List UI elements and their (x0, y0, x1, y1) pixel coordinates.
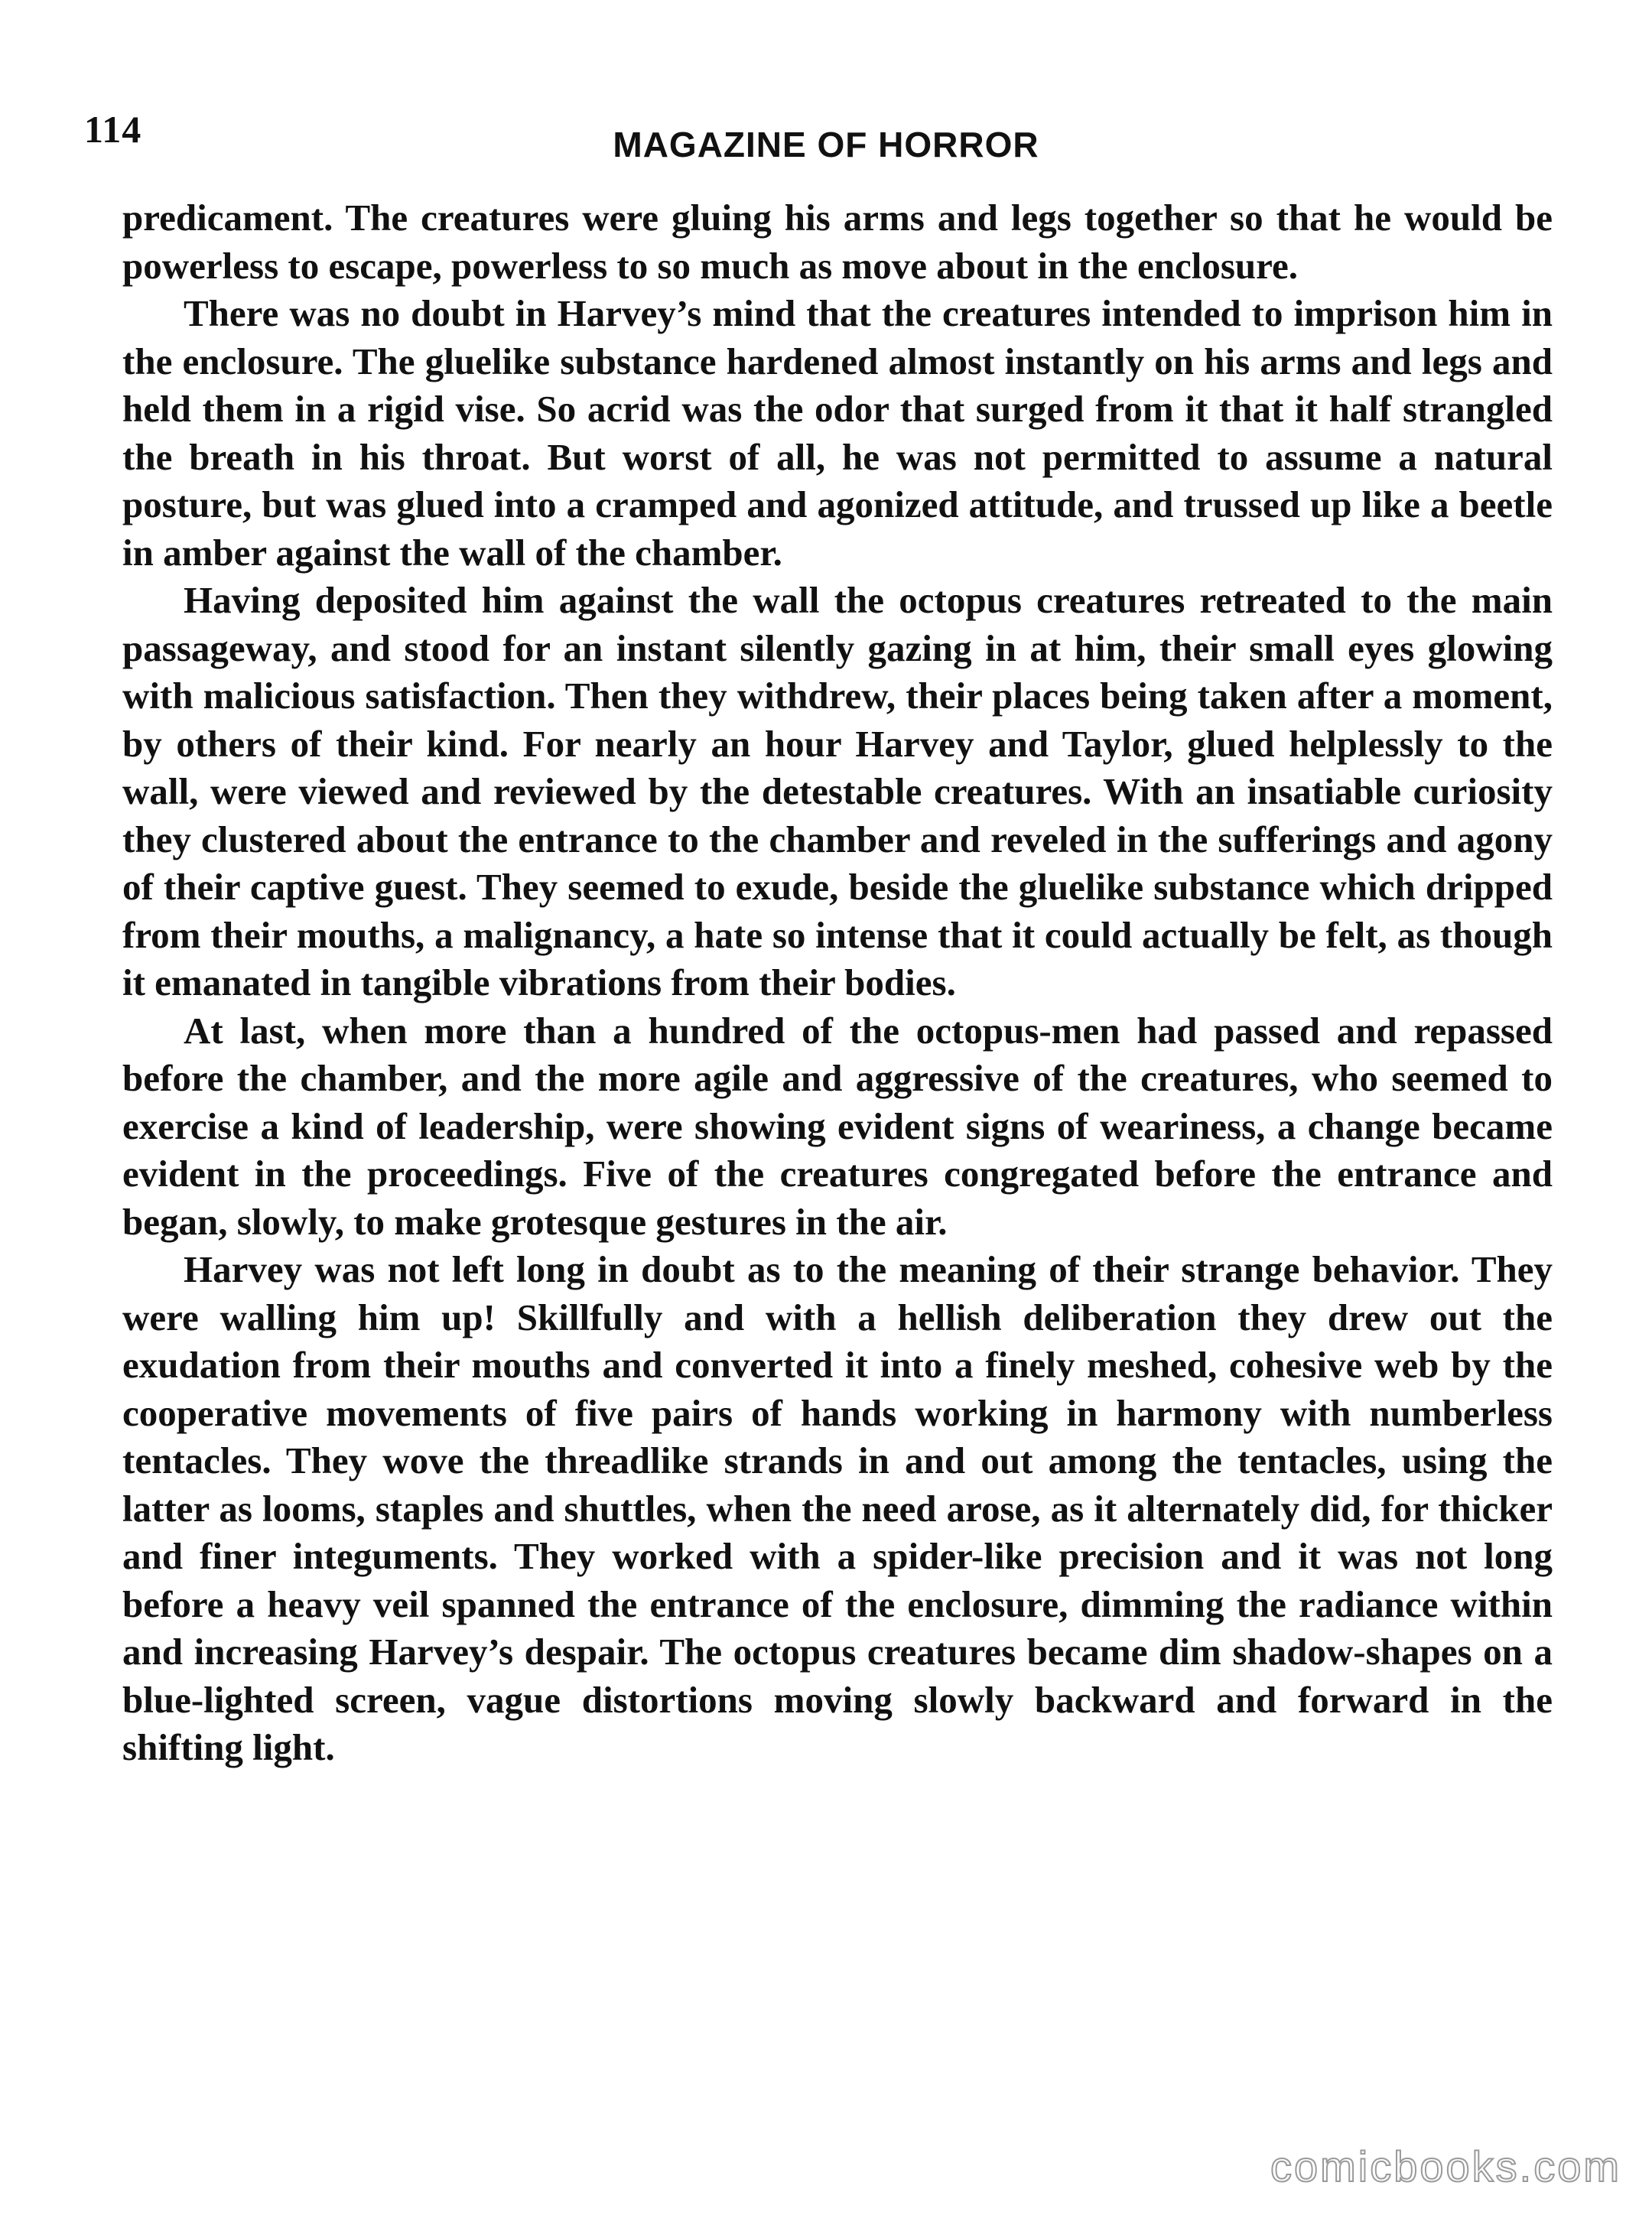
paragraph-3: Having deposited him against the wall the octopus creatures retreated to the main passageway, and stood for an instant silently gazing in at him, their small eyes glowing with malicious satisfaction. Then they withdrew, their places being taken after a moment, by others of their kind. For nearly an hour Harvey and Taylor, glued helplessly to the wall, were viewed and reviewed by the detestable creatures. With an insatiable curiosity they clustered about the entrance to the chamber and reveled in the sufferings and agony of their captive guest. They seemed to exude, beside the gluelike substance which dripped from their mouths, a malignancy, a hate so intense that it could actually be felt, as though it emanated in tangible vibrations from their bodies. (122, 579, 1553, 1003)
paragraph-2: There was no doubt in Harvey’s mind that the creatures intended to imprison him in the enclosure. The gluelike substance hardened almost instantly on his arms and legs and held them in a rigid vise. So acrid was the odor that surged from it that it half strangled the breath in his throat. But worst of all, he was not permitted to assume a natural posture, but was glued into a cramped and agonized attitude, and trussed up like a beetle in amber against the wall of the chamber. (122, 292, 1553, 574)
body-text (122, 194, 1553, 1772)
paragraph-5: Harvey was not left long in doubt as to the meaning of their strange behavior. They were walling him up! Skillfully and with a hellish deliberation they drew out the exudation from their mouths and converted it into a finely meshed, cohesive web by the cooperative movements of five pairs of hands working in harmony with numberless tentacles. They wove the threadlike strands in and out among the tentacles, using the latter as looms, staples and shuttles, when the need arose, as it alternately did, for thicker and finer integuments. They worked with a spider-like precision and it was not long before a heavy veil spanned the entrance of the enclosure, dimming the radiance within and increasing Harvey’s despair. The octopus creatures became dim shadow-shapes on a blue-lighted screen, vague distortions moving slowly backward and forward in the shifting light. (122, 1248, 1553, 1768)
running-head: MAGAZINE OF HORROR (613, 125, 1039, 164)
paragraph-4: At last, when more than a hundred of the octopus-men had passed and repassed before the chamber, and the more agile and aggressive of the creatures, who seemed to exercise a kind of leadership, were showing evident signs of weariness, a change became evident in the proceedings. Five of the creatures congregated before the entrance and began, slowly, to make grotesque gestures in the air. (122, 1009, 1553, 1243)
paragraph-1: predicament. The creatures were gluing his arms and legs together so that he would be powerless to escape, powerless to so much as move about in the enclosure. (122, 197, 1553, 287)
page-number: 114 (84, 108, 142, 151)
watermark: comicbooks.com (1270, 2142, 1621, 2190)
